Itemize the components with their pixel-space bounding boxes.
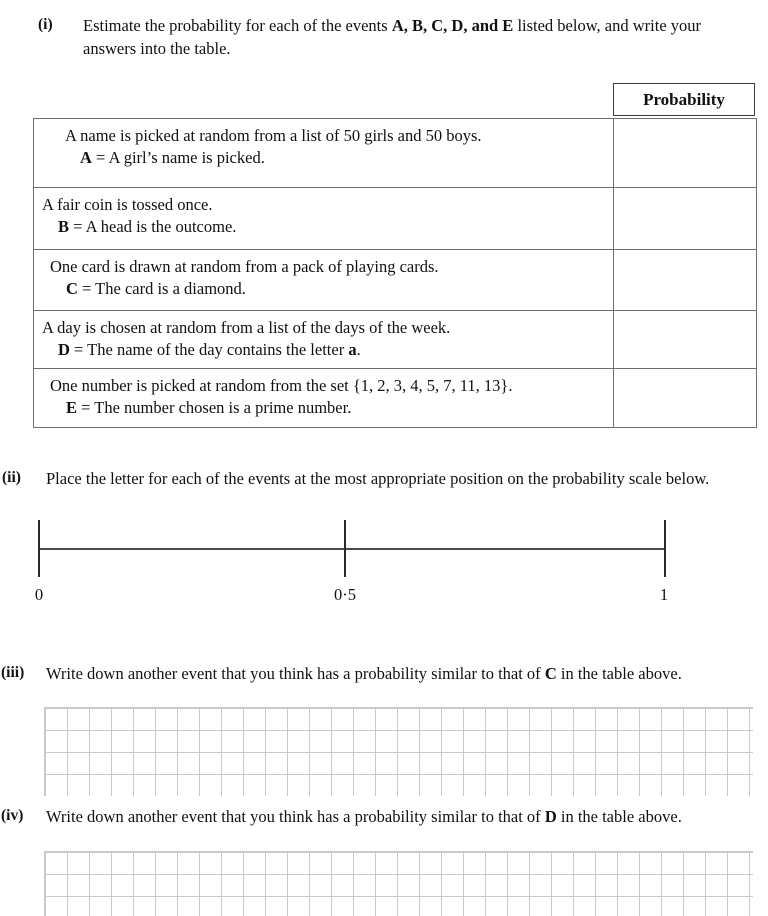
event-context-line: One card is drawn at random from a pack of playing cards. (50, 257, 439, 276)
table-row (34, 119, 756, 188)
part-iv-marker: (iv) (1, 807, 24, 824)
part-i-text-before: Estimate the probability for each of the events (83, 16, 392, 35)
probability-answer-cell[interactable] (614, 369, 756, 427)
question-part-ii (2, 467, 758, 490)
probability-answer-cell[interactable] (614, 311, 756, 368)
event-context-line: A day is chosen at random from a list of the days of the week. (42, 318, 451, 337)
part-iv-text-after: in the table above. (556, 807, 682, 826)
event-definition-text-after: . (356, 340, 361, 359)
part-i-events: A, B, C, D, and E (391, 16, 514, 35)
part-iv-text-before: Write down another event that you think has a probability similar to that of (46, 807, 545, 826)
event-definition-line (40, 147, 607, 169)
event-letter: D (58, 340, 70, 359)
scale-label-one: 1 (659, 585, 669, 604)
part-ii-marker: (ii) (2, 469, 21, 486)
event-description-cell (34, 188, 614, 249)
event-letter: B (58, 217, 70, 236)
part-iii-text (46, 662, 757, 685)
scale-label-zero: 0 (34, 585, 44, 604)
part-iv-event-letter: D (544, 807, 557, 826)
event-definition-line (40, 339, 607, 361)
scale-tick-half (344, 520, 346, 577)
scale-tick-zero (38, 520, 40, 577)
probability-answer-cell[interactable] (614, 119, 756, 187)
part-iii-event-letter: C (544, 664, 557, 683)
scale-axis-line (38, 548, 666, 550)
event-description-cell (34, 369, 614, 427)
part-iv-text (46, 805, 757, 828)
event-definition-text-before: = The name of the day contains the letter (69, 340, 349, 359)
scale-tick-one (664, 520, 666, 577)
question-part-iv (1, 805, 757, 828)
probability-answer-cell[interactable] (614, 188, 756, 249)
table-row (34, 311, 756, 369)
event-definition-line (40, 278, 607, 300)
part-ii-text: Place the letter for each of the events at the most appropriate position on the probability scale below. (46, 469, 710, 488)
answer-grid-part-iii[interactable] (44, 707, 753, 796)
event-context-line: One number is picked at random from the set {1, 2, 3, 4, 5, 7, 11, 13}. (50, 376, 513, 395)
event-context-line: A name is picked at random from a list of 50 girls and 50 boys. (65, 126, 482, 145)
probability-table (33, 83, 757, 428)
question-part-i (38, 14, 750, 60)
part-i-text (83, 14, 750, 60)
question-part-iii (1, 662, 757, 685)
event-letter: E (66, 398, 78, 417)
event-letter: C (66, 279, 78, 298)
table-header-probability: Probability (613, 83, 755, 116)
event-definition-text: = The number chosen is a prime number. (77, 398, 352, 417)
event-description-cell (34, 311, 614, 368)
event-definition-line (40, 397, 607, 419)
event-definition-text: = A girl’s name is picked. (91, 148, 265, 167)
part-iii-marker: (iii) (1, 664, 25, 681)
table-body (33, 118, 757, 428)
event-definition-text: = The card is a diamond. (77, 279, 246, 298)
event-definition-line (40, 216, 607, 238)
event-description-cell (34, 119, 614, 187)
probability-scale[interactable] (0, 508, 768, 608)
event-definition-text: = A head is the outcome. (69, 217, 237, 236)
part-i-text-after: listed below, and write your answers into the table. (83, 16, 702, 58)
part-i-marker: (i) (38, 16, 53, 33)
event-context-line: A fair coin is tossed once. (42, 195, 213, 214)
event-definition-letter: a (348, 340, 357, 359)
scale-label-half: 0·5 (334, 585, 356, 604)
event-letter: A (80, 148, 92, 167)
table-row (34, 188, 756, 250)
table-row (34, 250, 756, 311)
part-iii-text-before: Write down another event that you think has a probability similar to that of (46, 664, 545, 683)
event-description-cell (34, 250, 614, 310)
part-iii-text-after: in the table above. (556, 664, 682, 683)
probability-answer-cell[interactable] (614, 250, 756, 310)
table-row (34, 369, 756, 428)
answer-grid-part-iv[interactable] (44, 851, 753, 916)
